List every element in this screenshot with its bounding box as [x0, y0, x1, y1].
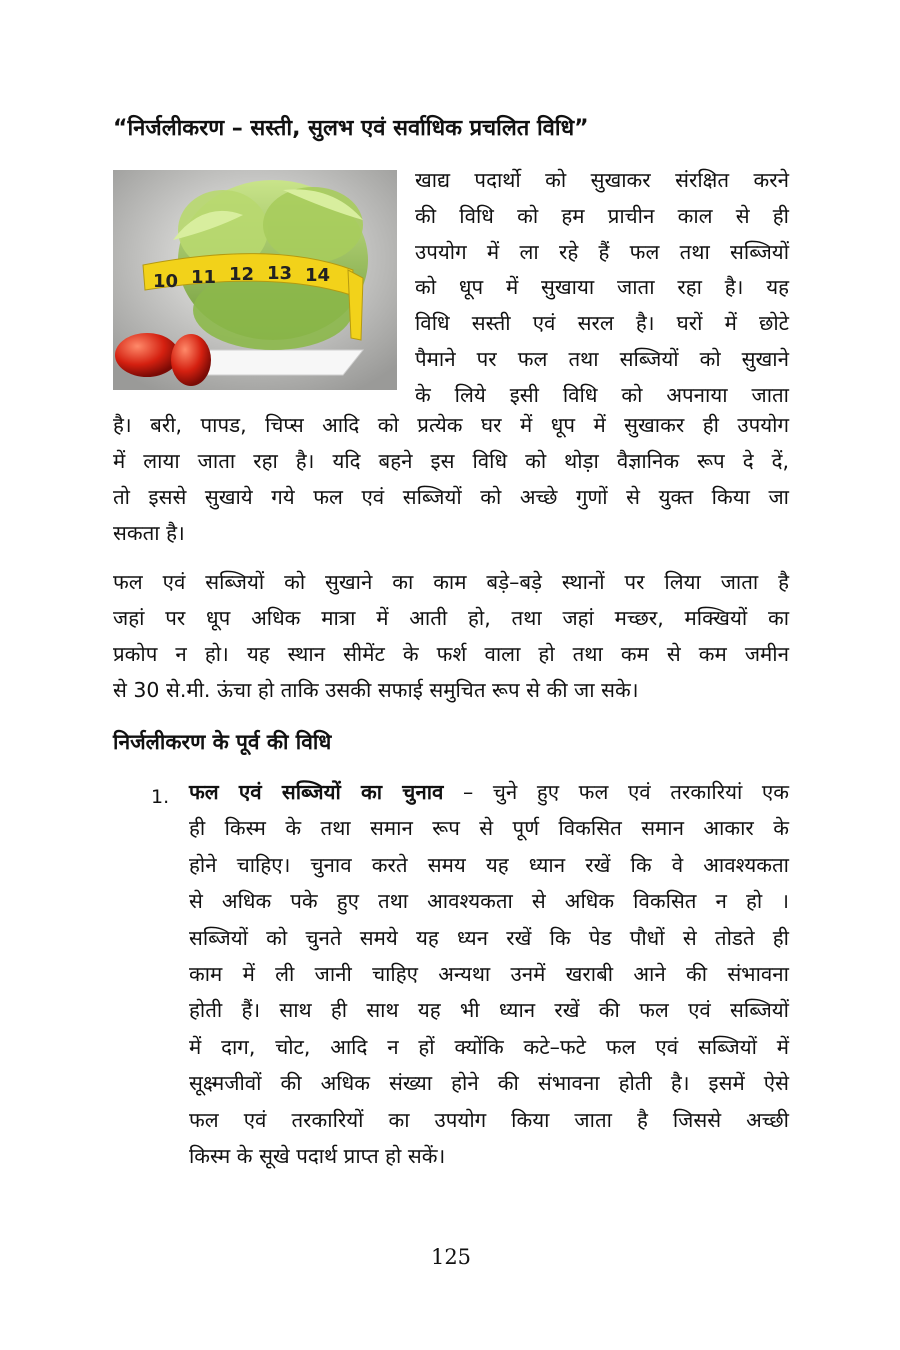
text-line: की विधि को हम प्राचीन काल से ही [415, 203, 789, 228]
text-line: है। बरी, पापड, चिप्स आदि को प्रत्येक घर में धूप में सुखाकर ही उपयोग [113, 413, 789, 437]
text-line: पैमाने पर फल तथा सब्जियों को सुखाने [415, 346, 789, 371]
text-line: विधि सस्ती एवं सरल है। घरों में छोटे [415, 311, 789, 336]
text-line: खाद्य पदार्थो को सुखाकर संरक्षित करने [415, 168, 789, 192]
text-line: ही किस्म के तथा समान रूप से पूर्ण विकसित समान आकार के [189, 816, 789, 841]
section-heading: निर्जलीकरण के पूर्व की विधि [113, 730, 332, 754]
text-line: के लिये इसी विधि को अपनाया जाता [415, 382, 789, 407]
tape-number: 14 [305, 265, 331, 286]
page-title: “निर्जलीकरण – सस्ती, सुलभ एवं सर्वाधिक प्रचलित विधि” [113, 116, 589, 141]
text-line: किस्म के सूखे पदार्थ प्राप्त हो सकें। [189, 1144, 446, 1169]
text-line [189, 774, 789, 810]
intro-paragraph [113, 407, 789, 551]
list-item-first-line: – चुने हुए फल एवं तरकारियां एक [443, 780, 789, 804]
text-line: उपयोग में ला रहे हैं फल तथा सब्जियों [415, 239, 789, 264]
text-line: से 30 से.मी. ऊंचा हो ताकि उसकी सफाई समुचित रूप से की जा सके। [113, 678, 639, 702]
text-line: में लाया जाता रहा है। यदि बहने इस विधि को थोड़ा वैज्ञानिक रूप दे दें, [113, 449, 789, 473]
page-number: 125 [430, 1245, 472, 1269]
lettuce-measuring-tape-image [113, 170, 397, 390]
text-line: तो इससे सुखाये गये फल एवं सब्जियों को अच्छे गुणों से युक्त किया जा [113, 485, 789, 509]
text-line: होती हैं। साथ ही साथ यह भी ध्यान रखें की फल एवं सब्जियों [189, 998, 789, 1023]
text-line: सूक्ष्मजीवों की अधिक संख्या होने की संभावना होती है। इसमें ऐसे [189, 1071, 789, 1096]
intro-side-text [415, 163, 789, 414]
text-line: काम में ली जानी चाहिए अन्यथा उनमें खराबी आने की संभावना [189, 962, 789, 987]
tape-number: 11 [191, 267, 217, 288]
list-item [189, 774, 789, 1174]
list-item-heading: फल एवं सब्जियों का चुनाव [189, 780, 444, 804]
text-line: होने चाहिए। चुनाव करते समय यह ध्यान रखें कि वे आवश्यकता [189, 852, 789, 877]
text-line: को धूप में सुखाया जाता रहा है। यह [415, 275, 789, 300]
lettuce-illustration [113, 170, 397, 390]
text-line: प्रकोप न हो। यह स्थान सीमेंट के फर्श वाला हो तथा कम से कम जमीन [113, 642, 789, 666]
text-line: फल एवं तरकारियों का उपयोग किया जाता है जिससे अच्छी [189, 1107, 789, 1132]
text-line: फल एवं सब्जियों को सुखाने का काम बड़े–बड़े स्थानों पर लिया जाता है [113, 570, 789, 594]
drying-location-paragraph [113, 564, 789, 708]
text-line: सकता है। [113, 521, 185, 545]
text-line: जहां पर धूप अधिक मात्रा में आती हो, तथा जहां मच्छर, मक्खियों का [113, 606, 789, 630]
text-line: से अधिक पके हुए तथा आवश्यकता से अधिक विकसित न हो । [189, 889, 789, 914]
list-item-number: 1. [151, 786, 170, 808]
tape-number: 13 [267, 263, 293, 284]
text-line: में दाग, चोट, आदि न हों क्योंकि कटे–फटे फल एवं सब्जियों में [189, 1034, 789, 1059]
tape-number: 12 [229, 264, 255, 285]
tape-number: 10 [153, 271, 179, 292]
text-line: सब्जियों को चुनते समये यह ध्यन रखें कि पेड पौधों से तोडते ही [189, 925, 789, 950]
